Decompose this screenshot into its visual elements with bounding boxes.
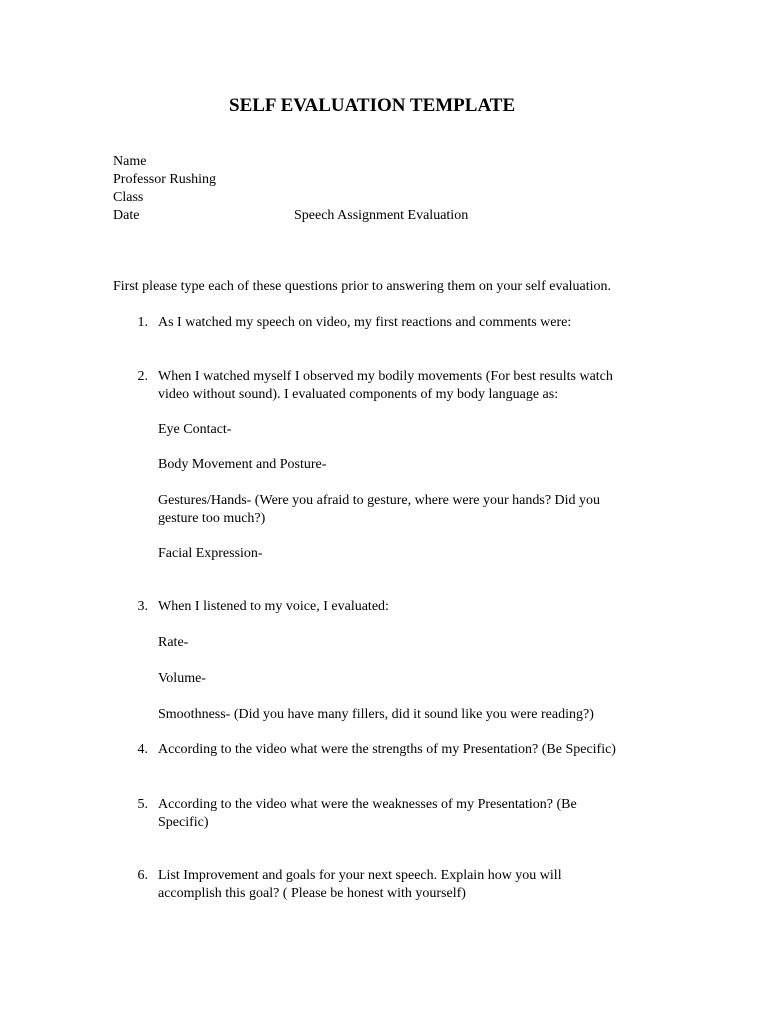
question-5-text-line2: Specific)	[158, 815, 209, 830]
facial-expression-item: Facial Expression-	[158, 546, 263, 561]
question-6-text-line1: List Improvement and goals for your next speech. Explain how you will	[158, 868, 562, 883]
instructions-text: First please type each of these questions prior to answering them on your self evaluation.	[113, 279, 612, 294]
gestures-item-line2: gesture too much?)	[158, 511, 266, 526]
rate-item: Rate-	[158, 635, 189, 650]
date-label: Date	[113, 208, 140, 223]
assignment-title: Speech Assignment Evaluation	[294, 208, 469, 223]
eye-contact-item: Eye Contact-	[158, 422, 232, 437]
smoothness-item: Smoothness- (Did you have many fillers, did it sound like you were reading?)	[158, 707, 594, 722]
volume-item: Volume-	[158, 671, 206, 686]
question-1-number: 1.	[137, 315, 148, 330]
question-4-text: According to the video what were the strengths of my Presentation? (Be Specific)	[158, 742, 616, 757]
question-3-text: When I listened to my voice, I evaluated:	[158, 599, 389, 614]
question-3-number: 3.	[137, 599, 148, 614]
question-1-text: As I watched my speech on video, my first reactions and comments were:	[158, 315, 572, 330]
professor-label: Professor Rushing	[113, 172, 217, 187]
question-5-text-line1: According to the video what were the weaknesses of my Presentation? (Be	[158, 797, 577, 812]
page-title: SELF EVALUATION TEMPLATE	[229, 95, 516, 116]
question-2-text-line2: video without sound). I evaluated components of my body language as:	[158, 387, 559, 402]
body-movement-item: Body Movement and Posture-	[158, 457, 327, 472]
class-label: Class	[113, 190, 144, 205]
question-2-number: 2.	[137, 369, 148, 384]
question-6-number: 6.	[137, 868, 148, 883]
question-4-number: 4.	[137, 742, 148, 757]
name-label: Name	[113, 154, 147, 169]
question-5-number: 5.	[137, 797, 148, 812]
question-2-text-line1: When I watched myself I observed my bodily movements (For best results watch	[158, 369, 613, 384]
question-6-text-line2: accomplish this goal? ( Please be honest with yourself)	[158, 886, 466, 901]
gestures-item-line1: Gestures/Hands- (Were you afraid to gesture, where were your hands? Did you	[158, 493, 601, 508]
